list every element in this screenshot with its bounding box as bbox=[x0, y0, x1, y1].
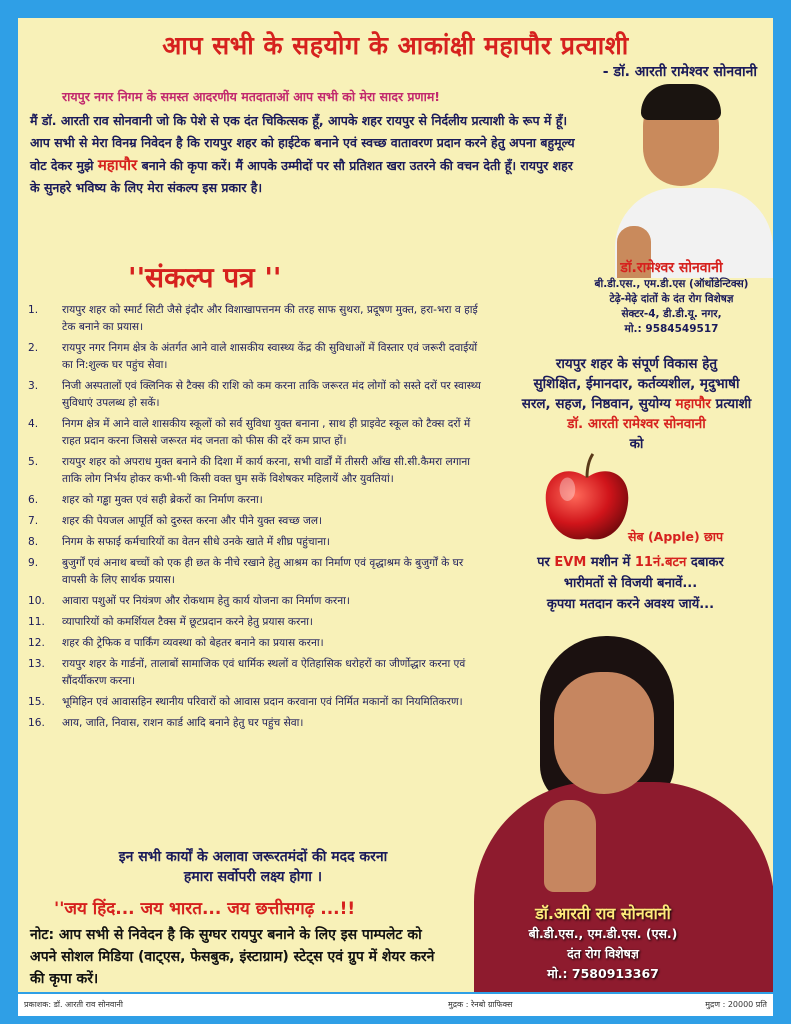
list-item bbox=[28, 513, 488, 530]
support-ko: को bbox=[629, 436, 644, 452]
item-text: शहर को गड्ढा मुक्त एवं सही ब्रेकरों का निर्माण करना। bbox=[62, 494, 263, 506]
list-item bbox=[28, 694, 488, 711]
item-text: शहर की ट्रेफिक व पार्किंग व्यवस्था को बेहतर बनाने का प्रयास करना। bbox=[62, 637, 324, 649]
item-number: 10. bbox=[28, 595, 45, 607]
item-number: 9. bbox=[28, 557, 39, 569]
item-number: 3. bbox=[28, 380, 39, 392]
support-line-3-after: प्रत्याशी bbox=[715, 396, 752, 412]
evm-line-1-before: पर bbox=[537, 555, 550, 570]
item-number: 5. bbox=[28, 456, 39, 468]
list-item bbox=[28, 656, 488, 690]
list-item bbox=[28, 378, 488, 412]
item-number: 1. bbox=[28, 304, 39, 316]
footer bbox=[18, 994, 773, 1016]
list-item bbox=[28, 715, 488, 732]
item-text: शहर की पेयजल आपूर्ति को दुरुस्त करना और पीने युक्त स्वच्छ जल। bbox=[62, 515, 323, 527]
doctor-ramesh-photo bbox=[605, 78, 773, 278]
evm-line-1 bbox=[488, 552, 773, 573]
item-text: रायपुर शहर को अपराध मुक्त बनाने की दिशा में कार्य करना, सभी वार्डों में तीसरी आँख सी.सी.कैमरा लगाना ताकि लोग निर्भय होकर कभी-भी किसी वक्त घुम सकें विशेषकर महिलायें और युवतियां। bbox=[62, 456, 471, 485]
support-line-3-highlight: महापौर bbox=[675, 396, 711, 412]
item-text: निगम क्षेत्र में आने वाले शासकीय स्कूलों को सर्व सुविधा युक्त बनाना , साथ ही प्राइवेट स्कूल को टैक्स दरों में राहत प्रदान करना जिससे जरूरत मंद जनता को फीस की दरें कम प्राप्त हों। bbox=[62, 418, 471, 447]
item-number: 8. bbox=[28, 536, 39, 548]
candidate-name: डॉ. आरती रामेश्वर सोनवानी bbox=[567, 416, 706, 432]
item-text: रायपुर शहर को स्मार्ट सिटी जैसे इंदौर और विशाखापत्तनम की तरह साफ सुथरा, प्रदूषण मुक्त, हरा-भरा व हाई टेक बनाने का प्रयास। bbox=[62, 304, 478, 333]
slogan: ''जय हिंद... जय भारत... जय छत्तीसगढ़ ...!! bbox=[54, 899, 356, 919]
evm-line-1-mid: मशीन में bbox=[590, 555, 631, 570]
doctor-ramesh-degree: बी.डी.एस., एम.डी.एस (ऑर्थोडेन्टिक्स) bbox=[594, 278, 749, 290]
item-text: बुजुर्गों एवं अनाथ बच्चों को एक ही छत के नीचे रखाने हेतु आश्रम का निर्माण एवं वृद्धाश्रम के बुजुर्गों के घर वापसी के लिए सार्थक प्रयास। bbox=[62, 557, 464, 586]
evm-instruction bbox=[488, 552, 773, 615]
item-number: 15. bbox=[28, 696, 45, 708]
closing-statement bbox=[18, 847, 488, 887]
list-item bbox=[28, 614, 488, 631]
evm-line-1-after: दबाकर bbox=[690, 555, 724, 570]
list-item bbox=[28, 340, 488, 374]
item-text: निगम के सफाई कर्मचारियों का वेतन सीधे उनके खाते में शीघ्र पहुंचाना। bbox=[62, 536, 330, 548]
doctor-ramesh-phone: मो.: 9584549517 bbox=[624, 323, 719, 335]
list-item bbox=[28, 454, 488, 488]
share-note: नोट: आप सभी से निवेदन है कि सुग्घर रायपुर बनाने के लिए इस पाम्पलेट को अपने सोशल मिडिया (वाट्एस, फेसबुक, इंस्टाग्राम) स्टेट्स एवं ग्रुप में शेयर करने की कृपा करें। bbox=[30, 927, 435, 987]
item-number: 11. bbox=[28, 616, 45, 628]
item-text: व्यापारियों को कमर्शियल टैक्स में छूटप्रदान करने हेतु प्रयास करना। bbox=[62, 616, 313, 628]
item-text: आवारा पशुओं पर नियंत्रण और रोकथाम हेतु कार्य योजना का निर्माण करना। bbox=[62, 595, 350, 607]
intro-greeting: रायपुर नगर निगम के समस्त आदरणीय मतदाताओं आप सभी को मेरा सादर प्रणाम! bbox=[62, 89, 440, 104]
print-count: मुद्रण : 20000 प्रति bbox=[705, 1000, 767, 1009]
intro-paragraph bbox=[30, 110, 578, 199]
intro-highlight: महापौर bbox=[97, 156, 138, 174]
item-number: 13. bbox=[28, 658, 45, 670]
doctor-ramesh-card bbox=[574, 258, 769, 337]
evm-word: EVM bbox=[554, 555, 587, 570]
intro-text-after: बनाने की कृपा करें। मैं आपके उम्मीदों पर सौ प्रतिशत खरा उतरने की वचन देती हूँ। रायपुर शहर के सुनहरे भविष्य के लिए मेरा संकल्प इस प्रकार है। bbox=[30, 158, 573, 195]
support-line-2: सुशिक्षित, ईमानदार, कर्तव्यशील, मृदुभाषी bbox=[533, 376, 740, 392]
election-poster bbox=[18, 18, 773, 992]
item-text: रायपुर नगर निगम क्षेत्र के अंतर्गत आने वाले शासकीय स्वास्थ्य केंद्र की सुविधाओं में विस्तार एवं जरूरी दवाईयों का नि:शुल्क घर पहुंच सेवा। bbox=[62, 342, 478, 371]
sankalp-list bbox=[28, 302, 488, 736]
headline: आप सभी के सहयोग के आकांक्षी महापौर प्रत्याशी bbox=[162, 31, 629, 60]
list-item bbox=[28, 534, 488, 551]
doctor-aarti-degree: बी.डी.एस., एम.डी.एस. (एस.) bbox=[528, 926, 678, 941]
doctor-aarti-specialty: दंत रोग विशेषज्ञ bbox=[567, 946, 639, 961]
doctor-aarti-name: डॉ.आरती राव सोनवानी bbox=[535, 904, 671, 923]
doctor-ramesh-address: सेक्टर-4, डी.डी.यू. नगर, bbox=[621, 308, 722, 320]
support-line-1: रायपुर शहर के संपूर्ण विकास हेतु bbox=[555, 356, 718, 372]
item-number: 2. bbox=[28, 342, 39, 354]
list-item bbox=[28, 492, 488, 509]
item-number: 6. bbox=[28, 494, 39, 506]
sankalp-title: ''संकल्प पत्र '' bbox=[128, 261, 282, 294]
evm-line-2: भारीमतों से विजयी बनावें... bbox=[563, 576, 698, 591]
byline: - डॉ. आरती रामेश्वर सोनवानी bbox=[602, 64, 757, 80]
item-text: आय, जाति, निवास, राशन कार्ड आदि बनाने हेतु घर पहुंच सेवा। bbox=[62, 717, 304, 729]
item-text: भूमिहिन एवं आवासहिन स्थानीय परिवारों को आवास प्रदान करवाना एवं निर्मित मकानों का नियमितिकरण। bbox=[62, 696, 463, 708]
doctor-ramesh-specialty: टेढ़े-मेढ़े दांतों के दंत रोग विशेषज्ञ bbox=[609, 293, 734, 305]
doctor-aarti-card bbox=[488, 902, 718, 984]
support-appeal bbox=[500, 354, 773, 454]
list-item bbox=[28, 555, 488, 589]
intro-text-before: मैं डॉ. आरती राव सोनवानी जो कि पेशे से एक दंत चिकित्सक हूँ, आपके शहर रायपुर से निर्दलीय प्रत्याशी के रूप में हूँ। आप सभी से मेरा विनम्र निवेदन है कि रायपुर शहर को हाईटेक बनाने एवं स्वच्छ वातावरण प्रदान करने हेतु अपना बहुमूल्य वोट देकर मुझे bbox=[30, 113, 575, 173]
support-line-3-before: सरल, सहज, निष्ठवान, सुयोग्य bbox=[521, 396, 671, 412]
doctor-ramesh-name: डॉ.रामेश्वर सोनवानी bbox=[620, 260, 723, 276]
item-number: 16. bbox=[28, 717, 45, 729]
list-item bbox=[28, 416, 488, 450]
list-item bbox=[28, 635, 488, 652]
support-line-3 bbox=[500, 394, 773, 414]
apple-symbol-icon bbox=[538, 450, 636, 548]
item-text: निजी अस्पतालों एवं क्लिनिक से टैक्स की राशि को कम करना ताकि जरूरत मंद लोगों को सस्ते दरों पर स्वास्थ्य सुविधाएं उपलब्ध हो सकें। bbox=[62, 380, 481, 409]
closing-line-2: हमारा सर्वोपरी लक्ष्य होगा । bbox=[183, 869, 323, 885]
item-text: रायपुर शहर के गार्डनों, तालाबों सामाजिक एवं धार्मिक स्थलों व ऐतिहासिक धरोहरों का जीर्णोद्धार करना एवं सौंदर्यीकरण करना। bbox=[62, 658, 466, 687]
printer: मुद्रक : रेनबो ग्राफिक्स bbox=[448, 1000, 513, 1009]
closing-line-1: इन सभी कार्यों के अलावा जरूरतमंदों की मदद करना bbox=[118, 849, 388, 865]
item-number: 4. bbox=[28, 418, 39, 430]
publisher: प्रकाशक: डॉ. आरती राव सोनवानी bbox=[24, 1000, 123, 1009]
list-item bbox=[28, 302, 488, 336]
evm-line-3: कृपया मतदान करने अवश्य जायें... bbox=[546, 597, 715, 612]
evm-button-number: 11नं.बटन bbox=[634, 555, 687, 570]
item-number: 7. bbox=[28, 515, 39, 527]
symbol-label: सेब (Apple) छाप bbox=[628, 529, 724, 544]
doctor-aarti-phone: मो.: 7580913367 bbox=[547, 966, 659, 981]
item-number: 12. bbox=[28, 637, 45, 649]
list-item bbox=[28, 593, 488, 610]
